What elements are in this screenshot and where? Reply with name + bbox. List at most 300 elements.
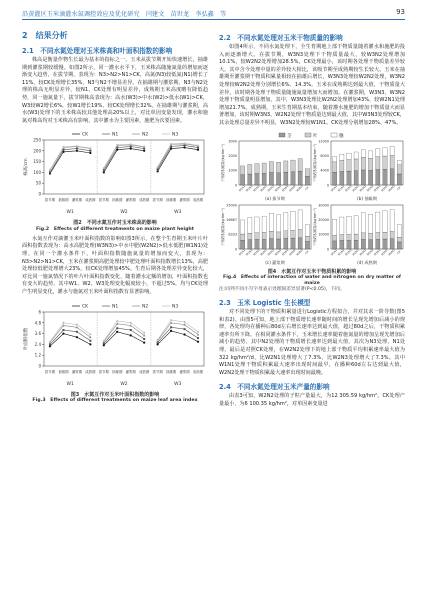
panel-label: (a) 拔节期	[265, 195, 285, 201]
bar-segment-穗	[390, 146, 394, 155]
legend-label: N1	[112, 304, 119, 310]
y-tick-label: 250	[33, 137, 41, 143]
data-point-CK	[197, 149, 199, 151]
series-line-N2	[158, 144, 198, 168]
y-tick-label: 200	[33, 148, 41, 154]
y-tick-label: 2000	[228, 153, 237, 158]
x-tick-label: 抽雄期	[166, 369, 177, 374]
data-point-CK	[157, 343, 159, 345]
data-point-N1	[130, 146, 132, 148]
bar-segment-茎	[255, 173, 259, 184]
bar-segment-茎	[340, 240, 344, 249]
x-tick-label: 抽雄期	[58, 369, 69, 374]
series-line-N1	[104, 328, 144, 343]
bar-segment-茎	[262, 173, 266, 185]
data-point-N1	[49, 343, 51, 345]
x-tick-label: W1N3	[344, 248, 353, 257]
bar-segment-茎	[383, 239, 387, 249]
group-label: W2	[120, 210, 128, 216]
bar-segment-穗	[397, 224, 401, 236]
legend-swatch	[331, 133, 337, 137]
paragraph-drymatter: 如图4所示，不同水氮处理下，全生育期地上部干物质量随着灌水和施肥的投入而逐渐增大。在拔节期，W3N3处理下干物质量最大，较W3N2处理增加10.1%，较W2N2处理增加28.5%，CK处理最小，该时期各处理干物质量差异较大，其中含今处理中量的差异较大相比，该吸节期至成熟期较生长较大。玉米在抽雄期至灌浆期干物质积累量相较在抽雄后增长，W3N3处理较W2N2处理，W3N2处理较W2N2处理分别增长6%、14.3%。玉米在成熟期达到最大值，干物质量大差异，该时期各处理干物质量随施氮量增加大而增加。在灌浆期，W3N3、W3N2处理干物质量明显增加，其中，W3N3处理比W2N2处理增加43%，较W2N1处理增加21.7%。成熟期，玉米生育期基本结束，随着灌水施肥的增加干物质量大而显著增加，该时期W3N3、W2N2处理干物质量达到最大值，其中W3N3处理较CK，其余处理总量差异不明显，W3N2处理较W1N1、CK处理分别增加28%、47%。	[219, 44, 405, 126]
x-tick-label: W2N3	[366, 184, 375, 193]
bar-segment-叶	[262, 232, 266, 239]
x-tick-label: W1N2	[337, 184, 346, 193]
x-tick-label: 灌浆期	[71, 198, 82, 203]
y-tick-label: 1.2	[34, 352, 41, 358]
bar-segment-茎	[376, 239, 380, 249]
bar-segment-叶	[368, 158, 372, 170]
x-tick-label: CK	[304, 185, 310, 191]
bar-segment-叶	[255, 232, 259, 239]
y-tick-label: 6	[38, 309, 41, 315]
y-tick-label: 12000	[318, 138, 329, 143]
x-tick-label: W1N3	[252, 248, 261, 257]
y-axis-label: 干物质积累量/(kg·hm⁻²)	[221, 207, 225, 246]
bar-segment-叶	[269, 161, 273, 172]
bar-segment-穗	[276, 214, 280, 231]
y-tick-label: 100	[33, 170, 41, 176]
y-tick-label: 8000	[320, 153, 329, 158]
data-point-N1	[62, 329, 64, 331]
x-tick-label: 灌浆期	[179, 369, 190, 374]
fig2-chart	[22, 128, 208, 216]
x-tick-label: W1N1	[330, 184, 339, 193]
fig3-caption-en: Fig.3 Effects of different treatments on maize leaf area index	[32, 398, 198, 404]
x-tick-label: 灌浆期	[125, 198, 136, 203]
bar-segment-茎	[397, 241, 401, 248]
x-tick-label: 拔节期	[44, 198, 56, 203]
data-point-N3	[197, 144, 199, 147]
x-tick-label: W2N2	[359, 248, 367, 257]
group-label: W1	[66, 381, 74, 387]
bar-segment-茎	[332, 172, 336, 185]
x-tick-label: 抽雄期	[58, 198, 69, 203]
legend-swatch	[305, 133, 311, 137]
bar-segment-穗	[248, 217, 252, 232]
bar-segment-叶	[240, 165, 244, 174]
data-point-N1	[157, 341, 159, 343]
bar-segment-穗	[298, 209, 302, 229]
y-axis-label: 干物质积累量/(kg·hm⁻²)	[313, 207, 317, 246]
bar-segment-茎	[390, 168, 394, 184]
bar-segment-茎	[340, 171, 344, 185]
figure-2	[22, 128, 208, 233]
bar-segment-茎	[240, 240, 244, 249]
x-tick-label: W1N1	[238, 248, 247, 257]
data-point-N1	[89, 150, 91, 152]
y-tick-label: 3000	[228, 138, 237, 143]
x-tick-label: W2N3	[274, 248, 283, 257]
bar-segment-穗	[262, 216, 266, 232]
data-point-CK	[76, 150, 78, 152]
bar-segment-茎	[354, 170, 358, 184]
x-tick-label: 成熟期	[139, 198, 150, 203]
bar-segment-叶	[332, 161, 336, 171]
data-point-CK	[157, 171, 159, 173]
data-point-CK	[143, 150, 145, 152]
bar-segment-叶	[284, 160, 288, 171]
bar-segment-茎	[376, 169, 380, 184]
bar-segment-茎	[347, 240, 351, 249]
section-results: 2 结果分析	[22, 31, 68, 40]
y-tick-label: 50	[35, 181, 41, 187]
y-axis-label: 干物质积累量/(kg·hm⁻²)	[221, 143, 225, 182]
data-point-CK	[62, 332, 64, 334]
x-tick-label: 成熟期	[192, 369, 204, 374]
running-header	[22, 7, 405, 20]
heading-2-3: 2.3 玉米 Logistic 生长模型	[219, 299, 311, 308]
bar-segment-叶	[332, 235, 336, 241]
legend-label: 叶	[313, 133, 318, 139]
bar-segment-茎	[390, 238, 394, 248]
panel-label: (b) 抽雄期	[357, 195, 377, 201]
bar-segment-叶	[340, 160, 344, 171]
x-tick-label: W2N2	[267, 248, 275, 257]
bar-segment-叶	[291, 160, 295, 172]
bar-segment-叶	[298, 158, 302, 170]
x-tick-label: W3N3	[296, 184, 304, 193]
bar-segment-叶	[276, 231, 280, 238]
data-point-CK	[130, 148, 132, 150]
bar-segment-穗	[376, 212, 380, 233]
data-point-N1	[116, 327, 118, 329]
bar-segment-叶	[340, 234, 344, 240]
header-authors: 沿黄灌区玉米滴灌水氮调控效应及优化研究 闫建文 苗世龙 李弘鑫 等	[22, 11, 227, 18]
x-tick-label: W1N2	[245, 248, 254, 257]
fig4-caption: 图4 水氮互作对玉米干物质积累的影响	[267, 268, 357, 275]
x-tick-label: W2N2	[359, 184, 367, 193]
bar-segment-叶	[276, 162, 280, 173]
x-tick-label: 拔节期	[98, 369, 109, 374]
legend-label: CK	[82, 132, 89, 138]
fig2-caption: 图2 不同水氮互作对玉米株高的影响	[73, 220, 157, 227]
bar-segment-穗	[340, 217, 344, 235]
y-tick-label: 30000	[318, 202, 329, 207]
page-number: 93	[396, 8, 405, 16]
y-tick-label: 16667	[226, 217, 237, 222]
data-point-CK	[183, 333, 185, 335]
bar-segment-茎	[248, 174, 252, 185]
x-tick-label: 抽雄期	[112, 369, 123, 374]
x-tick-label: 抽雄期	[112, 198, 123, 203]
data-point-N1	[170, 326, 172, 328]
series-line-CK	[50, 333, 90, 346]
x-tick-label: W3N2	[288, 184, 297, 193]
y-tick-label: 2.4	[34, 341, 41, 347]
y-axis-label: 叶面积指数	[24, 327, 29, 350]
bar-segment-穗	[305, 224, 309, 235]
bar-segment-穗	[340, 154, 344, 160]
bar-segment-穗	[376, 148, 380, 156]
y-tick-label: 150	[33, 159, 41, 165]
legend-label: N3	[172, 132, 179, 138]
bar-segment-茎	[298, 171, 302, 185]
bar-segment-叶	[397, 164, 401, 173]
paragraph-yield: 由表3可知，W2N2处理的子粒产量最大，为12 305.59 kg/hm²，CK处理产量最小，为6 100.35 kg/hm²，对单因素变量进	[219, 393, 405, 407]
bar-segment-穗	[354, 215, 358, 233]
fig2-caption-en: Fig.2 Effects of different treatments on maize plant height	[35, 226, 195, 232]
series-line-N1	[158, 327, 198, 342]
x-tick-label: W1N3	[252, 184, 261, 193]
x-tick-label: W1N1	[238, 184, 247, 193]
group-label: W1	[66, 210, 74, 216]
bar-segment-叶	[354, 234, 358, 240]
legend-swatch	[279, 133, 285, 137]
x-tick-label: 成熟期	[139, 369, 150, 374]
data-point-CK	[143, 341, 145, 343]
bar-segment-茎	[276, 172, 280, 184]
series-line-N1	[50, 330, 90, 344]
bar-segment-叶	[347, 234, 351, 240]
bar-segment-叶	[361, 232, 365, 239]
x-tick-label: W1N2	[245, 184, 254, 193]
data-point-CK	[197, 340, 199, 342]
bar-segment-茎	[248, 239, 252, 248]
bar-segment-茎	[368, 239, 372, 248]
fig4-chart	[219, 131, 405, 265]
x-tick-label: W3N1	[373, 248, 382, 257]
bar-segment-穗	[368, 214, 372, 233]
series-line-N3	[50, 322, 90, 341]
y-axis-label: 干物质积累量/(kg·hm⁻²)	[313, 143, 317, 182]
x-tick-label: 灌浆期	[71, 369, 82, 374]
bar-segment-穗	[332, 219, 336, 235]
bar-segment-茎	[361, 239, 365, 249]
heading-2-4: 2.4 不同水氮处理对玉米产量的影响	[219, 383, 330, 392]
bar-segment-穗	[397, 160, 401, 164]
series-line-N2	[104, 145, 144, 169]
x-tick-label: W1N1	[330, 248, 339, 257]
data-point-N1	[130, 329, 132, 331]
x-tick-label: W2N1	[352, 248, 360, 257]
bar-segment-穗	[383, 210, 387, 231]
x-tick-label: 拔节期	[98, 198, 109, 203]
legend-label: CK	[82, 304, 89, 310]
bar-segment-穗	[347, 153, 351, 160]
bar-segment-茎	[262, 239, 266, 249]
bar-segment-穗	[269, 213, 273, 231]
paragraph-height: 株高是衡量作物生长最为基本的指标之一，玉米从拔节期开始快速增长，抽雄期到灌浆期较缓慢。如图2所示，同一灌水水平下，玉米株高随施氮量的增加而逐渐变大趋势，在拔节期，表现为：N3>N2>N1>CK，高氮(N3)较低氮(N1)增长了11%，较CK处理增长35%，N3与N2不增显差异。在抽雄期与灌浆期，N3与N2处理的株高无明显差异，较N1、CK处理有明显差异，成熟期玉米高度略有降低趋势，同一施氮量下，拔节期株高表现为：高水(W3)>中水(W2)>低水(W1)>CK，W3较W2增长6%，较W1增长19%，较CK处理增长32%。在抽雄期与灌浆期，高水(W3)处理下的玉米株高较其他处理高20%以上，对比单因变量发现，灌水和施氮对株高均对玉米株高有影响，其中灌水为主要因素，施肥为次要因素。	[22, 57, 208, 124]
x-tick-label: CK	[396, 249, 402, 255]
bar-segment-穗	[368, 150, 372, 157]
y-tick-label: 20000	[318, 217, 329, 222]
bar-segment-茎	[269, 172, 273, 184]
paragraph-logistic: 对不同处理下的干物质积累量进行Logistic方程拟合，并对其求一阶导数(图5和表2)。由图5可知，地上部干物质增长速率随时间的增长呈现先增加后减小的规律，各处理均在播种后80d左右增长速率达到最大值，超过80d之后，干物质积累速率有所下降。在相同灌水条件下，玉米增长速率随着施氮量的增加呈现先增加后减小的趋势，其中N2处理的干物质增长速率达到最大值，其次为N3处理、N1处理，最后是对照CK处理，在W2N2处理下的地上部干物质平均积累速率最大值为322 kg/hm²/d，比W2N1处理增大了7.3%，比W2N3处理增大了7.3%。其中W1N1处理干物质积累最大速率出现时间最早，在播种60d左右达到最大值，W2N2处理干物质积累最大速率出现时间最晚。	[219, 309, 405, 376]
right-column	[219, 24, 405, 409]
bar-segment-叶	[354, 158, 358, 170]
fig3-caption: 图3 水氮互作对玉米叶面积指数的影响	[70, 391, 160, 398]
bar-segment-茎	[269, 238, 273, 248]
y-tick-label: 8333	[228, 232, 237, 237]
bar-segment-叶	[383, 156, 387, 169]
y-tick-label: 4.8	[34, 319, 41, 325]
fig4-caption-en: Fig.4 Effects of interaction of water and nitrogen on dry matter of maize	[223, 275, 401, 287]
x-tick-label: 灌浆期	[125, 369, 136, 374]
y-tick-label: 10000	[318, 232, 329, 237]
y-tick-label: 0	[326, 182, 329, 187]
bar-segment-叶	[298, 229, 302, 237]
bar-segment-叶	[305, 236, 309, 241]
group-label: W2	[120, 381, 128, 387]
data-point-N1	[49, 172, 51, 174]
group-label: W3	[174, 210, 182, 216]
y-tick-label: 0	[38, 363, 41, 369]
plot-frame	[44, 312, 204, 366]
data-point-N1	[143, 338, 145, 340]
data-point-CK	[103, 172, 105, 174]
bar-segment-穗	[255, 216, 259, 232]
x-tick-label: 成熟期	[192, 198, 204, 203]
data-point-CK	[89, 343, 91, 345]
bar-segment-叶	[262, 163, 266, 173]
x-tick-label: W3N2	[380, 184, 389, 193]
bar-segment-茎	[354, 240, 358, 249]
bar-segment-茎	[284, 238, 288, 249]
bar-segment-叶	[284, 230, 288, 238]
data-point-N1	[184, 328, 186, 330]
bar-segment-叶	[269, 231, 273, 238]
data-point-N1	[143, 148, 145, 150]
bar-segment-茎	[383, 169, 387, 185]
x-tick-label: W3N1	[281, 184, 290, 193]
data-point-CK	[76, 336, 78, 338]
data-point-CK	[89, 152, 91, 154]
x-tick-label: W3N2	[380, 248, 389, 257]
legend-label: N2	[142, 132, 149, 138]
x-tick-label: W2N3	[274, 184, 283, 193]
bar-segment-茎	[276, 238, 280, 248]
data-point-CK	[103, 344, 105, 346]
data-point-CK	[170, 329, 172, 331]
fig3-chart	[22, 300, 208, 388]
legend-label: 茎	[287, 133, 292, 139]
data-point-CK	[183, 147, 185, 149]
bar-segment-茎	[284, 172, 288, 185]
bar-segment-穗	[361, 149, 365, 157]
data-point-CK	[116, 330, 118, 332]
x-tick-label: W3N3	[388, 248, 396, 257]
bar-segment-叶	[376, 156, 380, 169]
x-tick-label: 抽雄期	[166, 198, 177, 203]
bar-segment-叶	[383, 232, 387, 239]
y-tick-label: 1000	[228, 168, 237, 173]
x-tick-label: W1N3	[344, 184, 353, 193]
bar-segment-穗	[347, 216, 351, 234]
group-label: W3	[174, 381, 182, 387]
x-tick-label: 成熟期	[85, 198, 96, 203]
bar-segment-茎	[291, 238, 295, 249]
legend-label: 穗	[339, 133, 344, 139]
data-point-CK	[130, 334, 132, 336]
data-point-N1	[76, 148, 78, 150]
data-point-N1	[103, 342, 105, 344]
bar-segment-茎	[255, 239, 259, 249]
y-tick-label: 3.6	[34, 330, 41, 336]
panel-label: (c) 灌浆期	[265, 259, 285, 265]
paragraph-lai: 水氮互作对滴灌玉米叶面积指数的影响如图3所示，在整个生育期玉米叶片叶面积指数表现为：高水高肥处理(W3N3)>中水中肥(W2N2)>低水低肥(W1N1)处理。在同一个灌水条件下，叶面积指数随施氮量的增加而变大，表现为：N3>N2>N1>CK，玉米在灌浆期高肥处理较中肥处理叶面积指数增长13%，高肥处理较低肥处理增大23%，较CK处理增加45%。生育后期各处理差异变化较大，对比同一施氮情况下的叶片叶面积指数变化，随着灌水定额的增加，叶面积指数也有变大的趋势，其中W1、W2、W3处理变化幅度较小，不超过5%，均与CK处理产生明显变化，灌水与施氮对玉米叶面积指数有显著影响。	[22, 235, 208, 295]
x-tick-label: CK	[396, 185, 402, 191]
heading-2-1: 2.1 不同水氮处理对玉米株高和叶面积指数的影响	[22, 47, 173, 55]
x-tick-label: W3N1	[373, 184, 382, 193]
y-tick-label: 4000	[320, 168, 329, 173]
data-point-N1	[76, 330, 78, 332]
x-tick-label: W3N3	[296, 248, 304, 257]
y-tick-label: 0	[234, 182, 237, 187]
bar-segment-穗	[284, 212, 288, 230]
y-tick-label: 0	[234, 246, 237, 251]
bar-segment-茎	[305, 176, 309, 185]
bar-segment-叶	[291, 230, 295, 238]
bar-segment-茎	[361, 169, 365, 184]
data-point-N1	[89, 339, 91, 341]
x-tick-label: 拔节期	[152, 369, 163, 374]
bar-segment-叶	[361, 157, 365, 169]
bar-segment-叶	[390, 231, 394, 238]
x-tick-label: W2N1	[260, 248, 268, 257]
legend-label: N2	[142, 304, 149, 310]
bar-segment-叶	[376, 232, 380, 239]
x-tick-label: CK	[304, 249, 310, 255]
bar-segment-茎	[368, 170, 372, 185]
bar-segment-穗	[332, 156, 336, 162]
x-tick-label: 拔节期	[44, 369, 56, 374]
data-point-N1	[103, 170, 105, 172]
x-tick-label: W3N2	[288, 248, 297, 257]
x-tick-label: W1N2	[337, 248, 346, 257]
x-tick-label: W2N1	[352, 184, 360, 193]
figure-4	[219, 131, 405, 294]
x-tick-label: W2N2	[267, 184, 275, 193]
bar-segment-茎	[291, 171, 295, 184]
bar-segment-叶	[390, 155, 394, 169]
bar-segment-穗	[361, 212, 365, 232]
heading-2-2: 2.2 不同水氮处理对玉米干物质量的影响	[219, 34, 343, 42]
bar-segment-叶	[240, 234, 244, 240]
legend-label: N1	[112, 132, 119, 138]
fig4-note: 注:同列不同小写字母表示处理间差异显著(P<0.05)，下同。	[219, 287, 345, 293]
bar-segment-叶	[305, 168, 309, 175]
y-tick-label: 25000	[226, 202, 237, 207]
x-tick-label: W2N1	[260, 184, 268, 193]
left-column	[22, 24, 208, 404]
bar-segment-叶	[347, 159, 351, 170]
y-tick-label: 0	[38, 191, 41, 197]
bar-segment-茎	[397, 174, 401, 185]
x-tick-label: W2N3	[366, 248, 375, 257]
x-tick-label: 灌浆期	[179, 198, 190, 203]
bar-segment-茎	[305, 241, 309, 249]
data-point-N1	[197, 337, 199, 339]
bar-segment-叶	[255, 163, 259, 173]
y-tick-label: 0	[326, 246, 329, 251]
data-point-CK	[49, 345, 51, 347]
bar-segment-叶	[248, 164, 252, 174]
bar-segment-叶	[248, 233, 252, 240]
x-tick-label: W3N3	[388, 184, 396, 193]
bar-segment-叶	[397, 237, 401, 242]
bar-segment-穗	[291, 211, 295, 230]
bar-segment-茎	[240, 174, 244, 184]
bar-segment-茎	[298, 237, 302, 248]
bar-segment-茎	[347, 171, 351, 185]
bar-segment-穗	[390, 209, 394, 231]
figure-3	[22, 300, 208, 405]
x-tick-label: W3N1	[281, 248, 290, 257]
panel-label: (d) 成熟期	[357, 259, 377, 265]
legend-label: N3	[172, 304, 179, 310]
x-tick-label: 成熟期	[85, 369, 96, 374]
